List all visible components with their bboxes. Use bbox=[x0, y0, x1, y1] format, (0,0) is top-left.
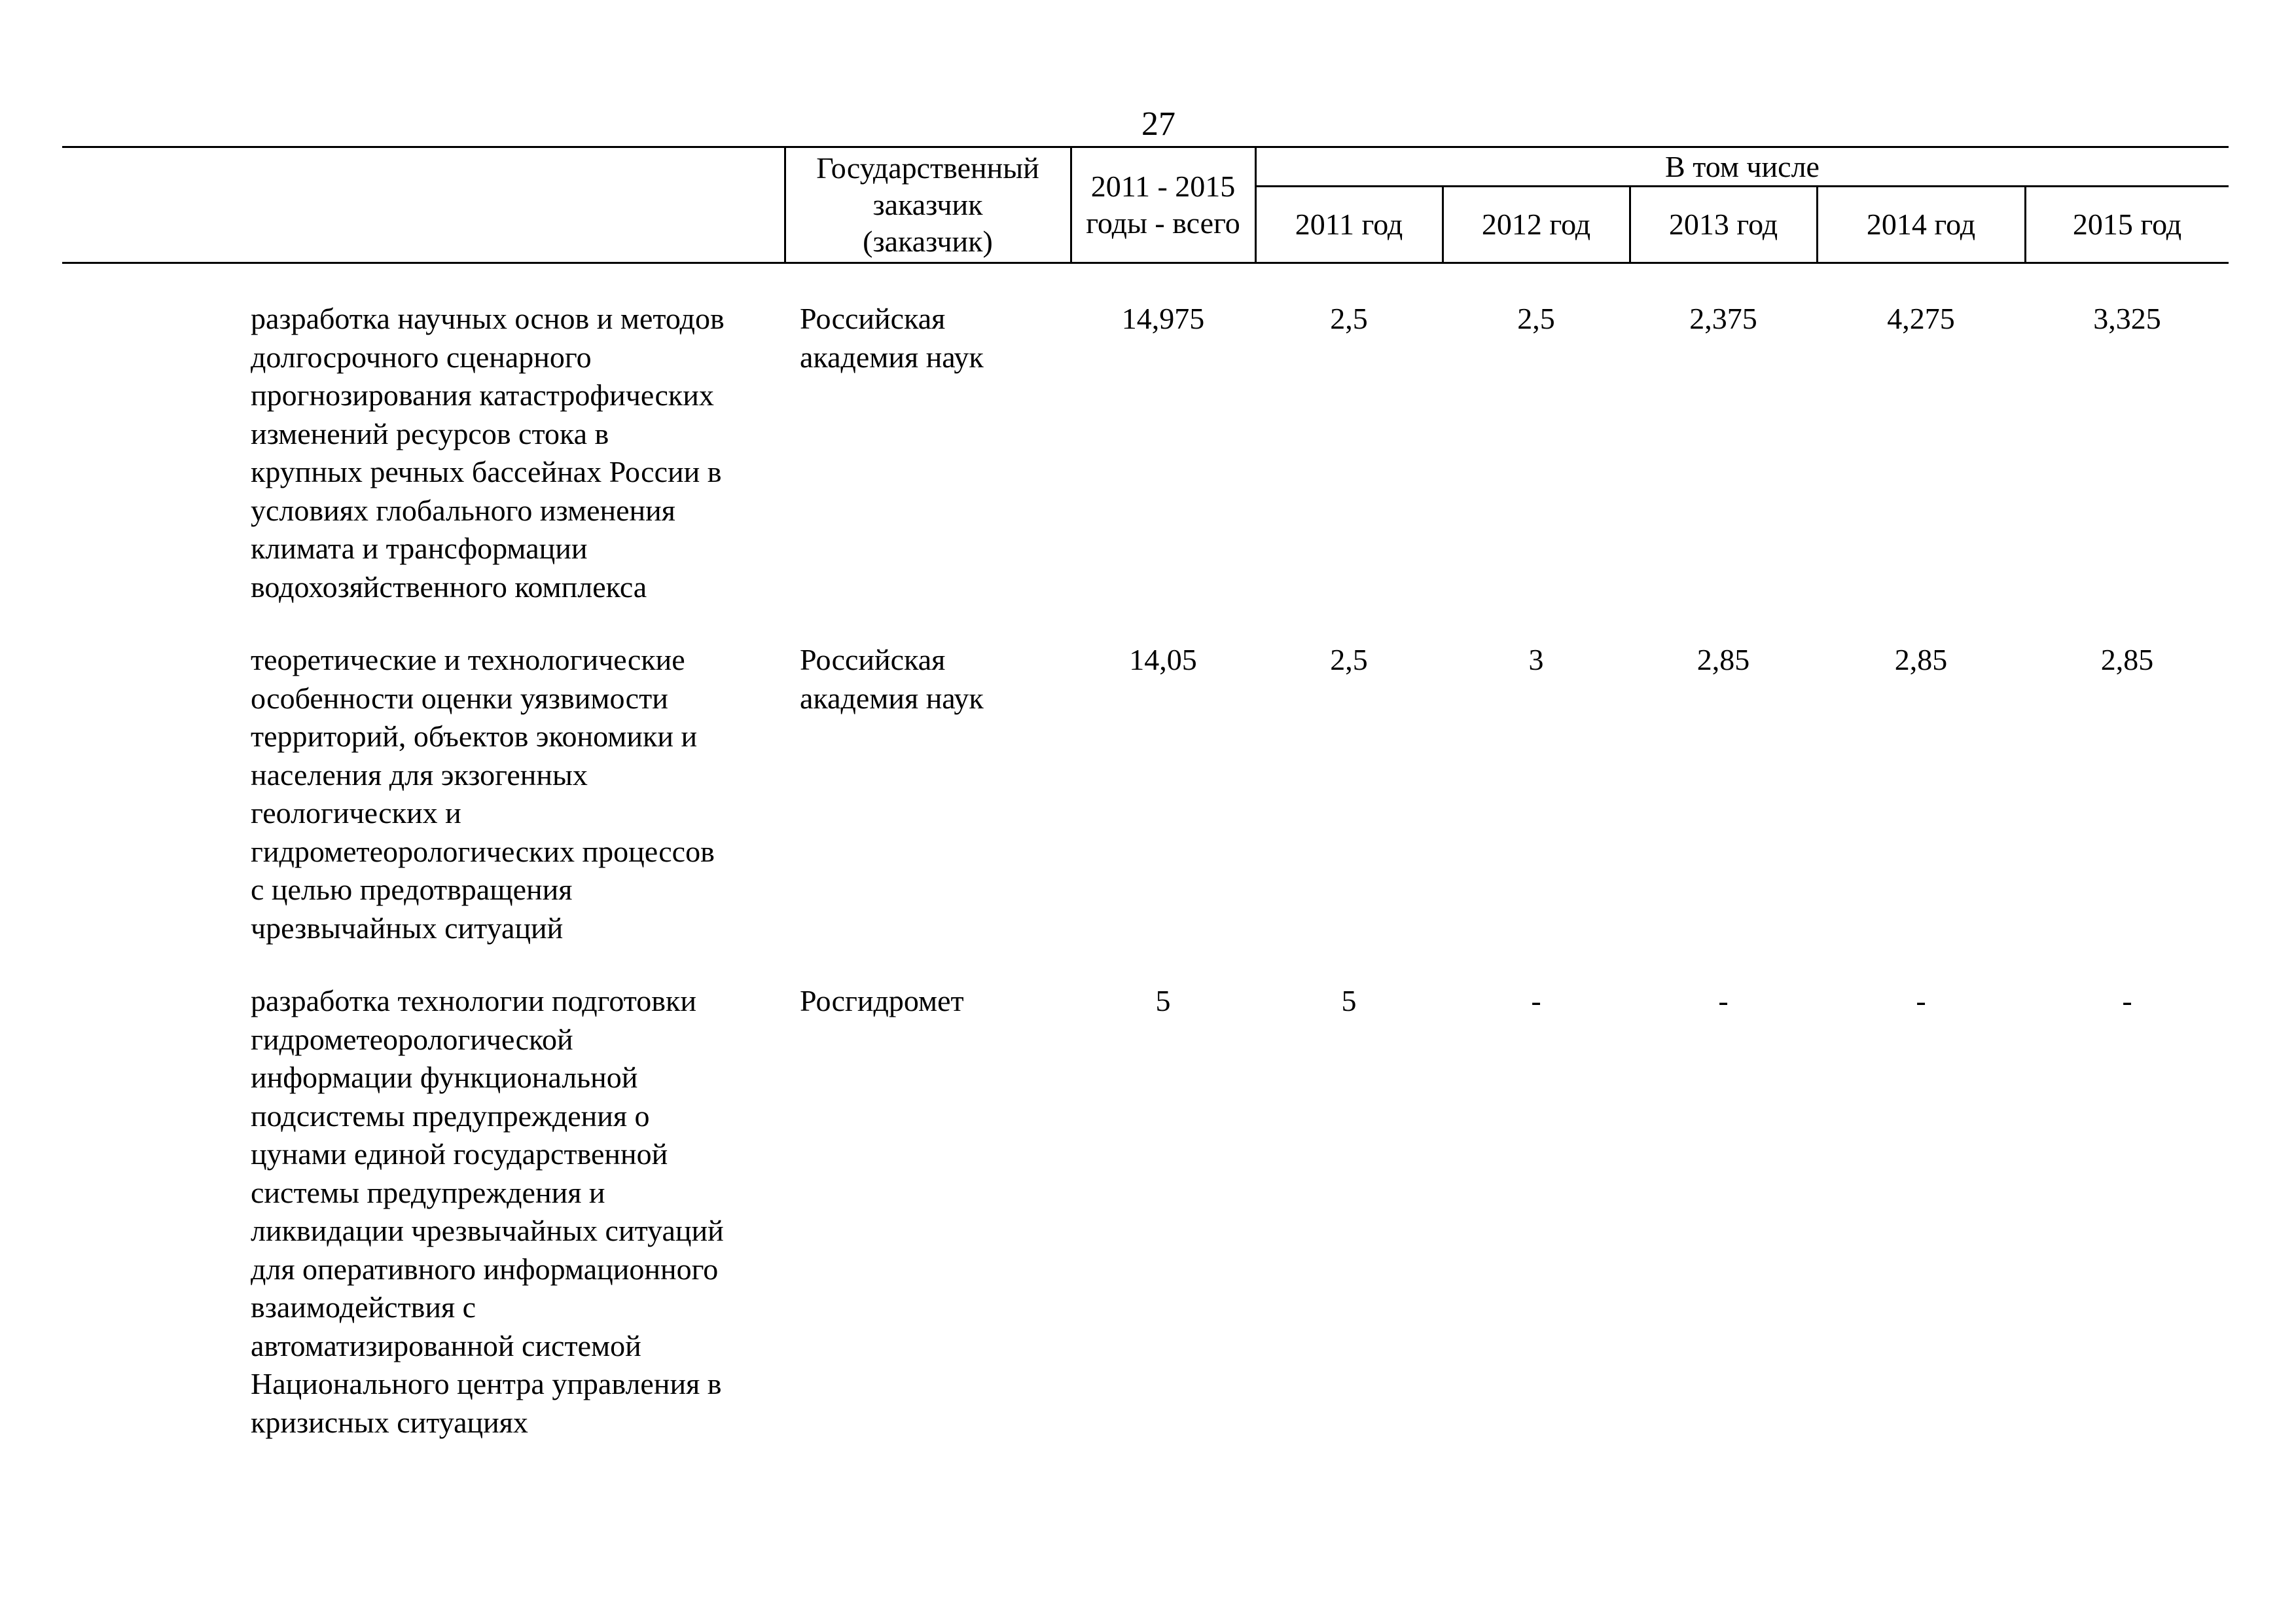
row-total: 14,975 bbox=[1121, 302, 1205, 335]
row-customer: Российская академия наук bbox=[800, 643, 984, 715]
row-value-2011: 2,5 bbox=[1330, 302, 1368, 335]
row-value-2012: 3 bbox=[1528, 643, 1544, 676]
row-value-2015: 3,325 bbox=[2093, 302, 2161, 335]
header-including: В том числе bbox=[1665, 149, 1820, 183]
header-customer: Государственный заказчик (заказчик) bbox=[816, 151, 1039, 258]
row-value-2013: 2,85 bbox=[1696, 643, 1750, 676]
row-total: 5 bbox=[1155, 984, 1171, 1017]
row-value-2011: 2,5 bbox=[1330, 643, 1368, 676]
row-value-2015: - bbox=[2122, 984, 2132, 1017]
row-value-2011: 5 bbox=[1341, 984, 1357, 1017]
row-value-2013: 2,375 bbox=[1689, 302, 1757, 335]
header-year-2014: 2014 год bbox=[1866, 208, 1976, 241]
header-year-2012: 2012 год bbox=[1481, 208, 1591, 241]
header-year-2015: 2015 год bbox=[2072, 208, 2182, 241]
row-description: разработка научных основ и методов долгосрочного сценарного прогнозирования катастрофических изменений ресурсов стока в крупных речных бассейнах России в условиях глобального изменения климата и трансформации водохозяйственного комплекса bbox=[251, 302, 725, 604]
row-customer: Российская академия наук bbox=[800, 302, 984, 374]
header-year-2013: 2013 год bbox=[1668, 208, 1778, 241]
row-description: теоретические и технологические особенности оценки уязвимости территорий, объектов экономики и населения для экзогенных геологических и гидрометеорологических процессов с целью предотвращения чрезвычайных ситуаций bbox=[251, 643, 715, 945]
row-value-2015: 2,85 bbox=[2100, 643, 2154, 676]
row-value-2014: - bbox=[1916, 984, 1926, 1017]
header-bottom-rule bbox=[62, 262, 2229, 264]
row-value-2014: 4,275 bbox=[1887, 302, 1955, 335]
header-total: 2011 - 2015 годы - всего bbox=[1086, 170, 1240, 240]
row-description: разработка технологии подготовки гидрометеорологической информации функциональной подсистемы предупреждения о цунами единой государственной системы предупреждения и ликвидации чрезвычайных ситуаций для оперативного информационного взаимодействия с автоматизированной системой Национального центра управления в кризисных ситуациях bbox=[251, 984, 724, 1439]
page-number: 27 bbox=[1141, 105, 1175, 143]
row-value-2012: - bbox=[1531, 984, 1541, 1017]
row-value-2014: 2,85 bbox=[1894, 643, 1948, 676]
row-value-2012: 2,5 bbox=[1517, 302, 1555, 335]
header-year-2011: 2011 год bbox=[1295, 208, 1403, 241]
row-customer: Росгидромет bbox=[800, 984, 964, 1017]
row-value-2013: - bbox=[1718, 984, 1729, 1017]
row-total: 14,05 bbox=[1129, 643, 1197, 676]
